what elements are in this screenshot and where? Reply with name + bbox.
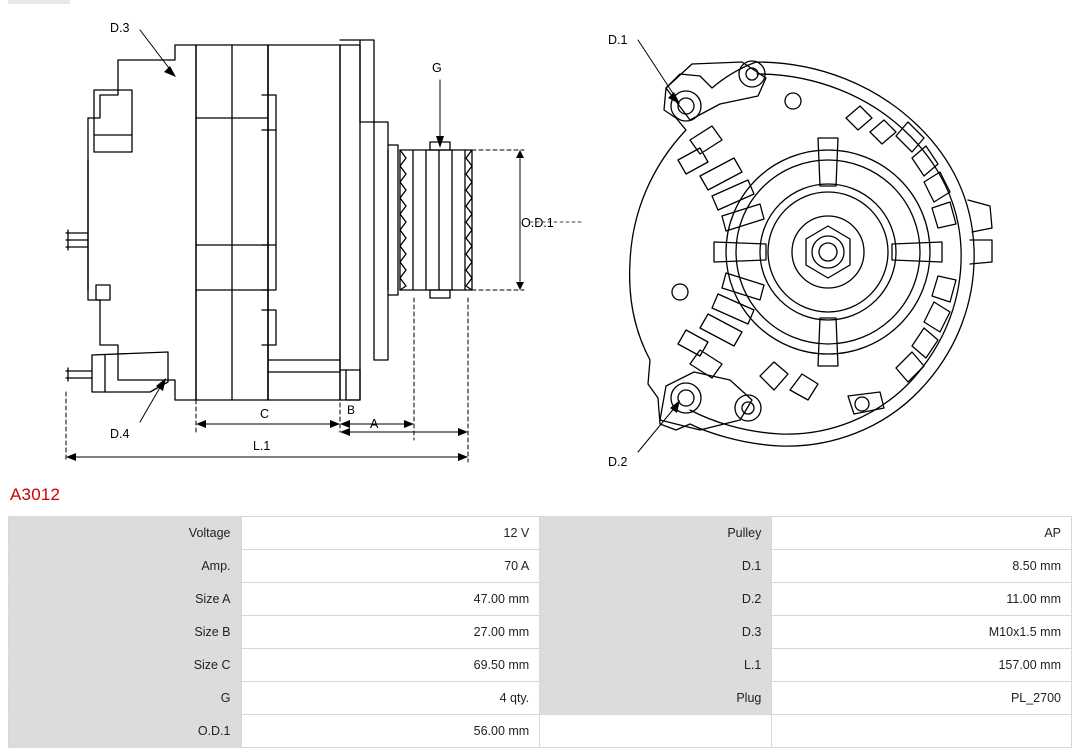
spec-value: M10x1.5 mm <box>772 616 1072 649</box>
spec-label: Plug <box>540 682 772 715</box>
spec-value: 56.00 mm <box>241 715 540 748</box>
spec-label: Size A <box>9 583 242 616</box>
label-d3: D.3 <box>110 21 130 35</box>
table-row <box>9 583 1072 616</box>
specification-table <box>8 516 1072 748</box>
label-d2: D.2 <box>608 455 628 469</box>
spec-value: 70 A <box>241 550 540 583</box>
label-d4: D.4 <box>110 427 130 441</box>
spec-label: D.2 <box>540 583 772 616</box>
label-b: B <box>347 403 356 417</box>
spec-value: 47.00 mm <box>241 583 540 616</box>
spec-value-empty <box>772 715 1072 748</box>
spec-label: D.3 <box>540 616 772 649</box>
label-d1: D.1 <box>608 33 628 47</box>
table-row <box>9 550 1072 583</box>
spec-label: Size B <box>9 616 242 649</box>
spec-label: Amp. <box>9 550 242 583</box>
spec-value: 11.00 mm <box>772 583 1072 616</box>
table-row <box>9 715 1072 748</box>
spec-value: PL_2700 <box>772 682 1072 715</box>
spec-label: O.D.1 <box>9 715 242 748</box>
spec-label: D.1 <box>540 550 772 583</box>
spec-label: Pulley <box>540 517 772 550</box>
label-g: G <box>432 61 442 75</box>
table-row <box>9 616 1072 649</box>
table-row <box>9 649 1072 682</box>
part-code: A3012 <box>10 485 61 504</box>
spec-value: 12 V <box>241 517 540 550</box>
spec-label: Voltage <box>9 517 242 550</box>
label-l1: L.1 <box>253 439 271 453</box>
spec-value: AP <box>772 517 1072 550</box>
spec-label: G <box>9 682 242 715</box>
spec-value: 8.50 mm <box>772 550 1072 583</box>
label-a: A <box>370 417 379 431</box>
spec-value: 27.00 mm <box>241 616 540 649</box>
spec-value: 157.00 mm <box>772 649 1072 682</box>
label-c: C <box>260 407 270 421</box>
spec-label: L.1 <box>540 649 772 682</box>
table-row <box>9 682 1072 715</box>
table-row <box>9 517 1072 550</box>
spec-label-empty <box>540 715 772 748</box>
spec-value: 69.50 mm <box>241 649 540 682</box>
label-od1: O.D.1 <box>521 216 554 230</box>
spec-label: Size C <box>9 649 242 682</box>
spec-value: 4 qty. <box>241 682 540 715</box>
